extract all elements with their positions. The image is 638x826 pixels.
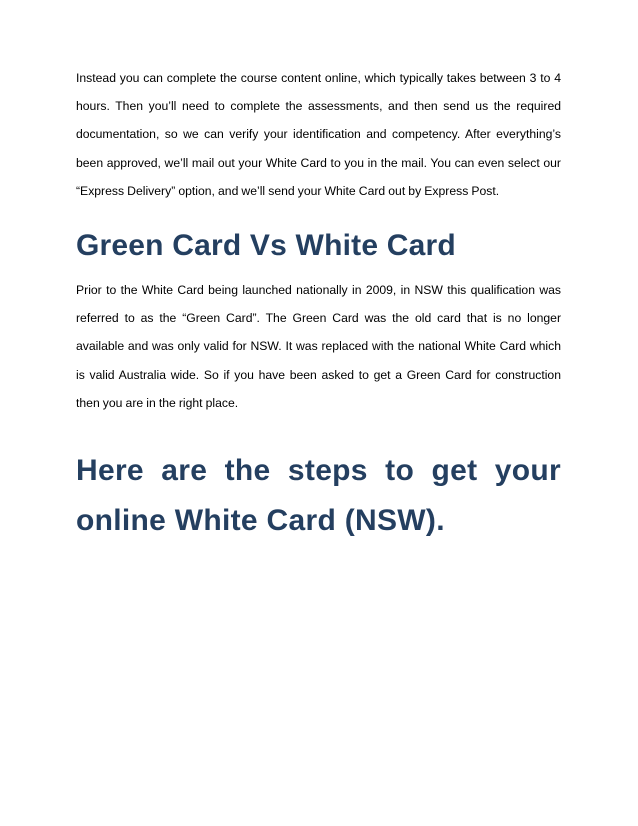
section-heading-steps: Here are the steps to get your online White Card (NSW). — [76, 454, 561, 538]
intro-paragraph: Instead you can complete the course content online, which typically takes between 3 to 4 hours. Then you’ll need to complete the assessments, and then send us the required documentation, so we can verify your identification and competency. After everything’s been approved, we’ll mail out your White Card to you in the mail. You can even select our “Express Delivery” option, and we’ll send your White Card out by Express Post. — [76, 71, 561, 198]
section-heading-green-vs-white: Green Card Vs White Card — [76, 229, 456, 263]
green-card-paragraph: Prior to the White Card being launched nationally in 2009, in NSW this qualification was referred to as the “Green Card”. The Green Card was the old card that is no longer available and was only valid for NSW. It was replaced with the national White Card which is valid Australia wide. So if you have been asked to get a Green Card for construction then you are in the right place. — [76, 283, 561, 410]
